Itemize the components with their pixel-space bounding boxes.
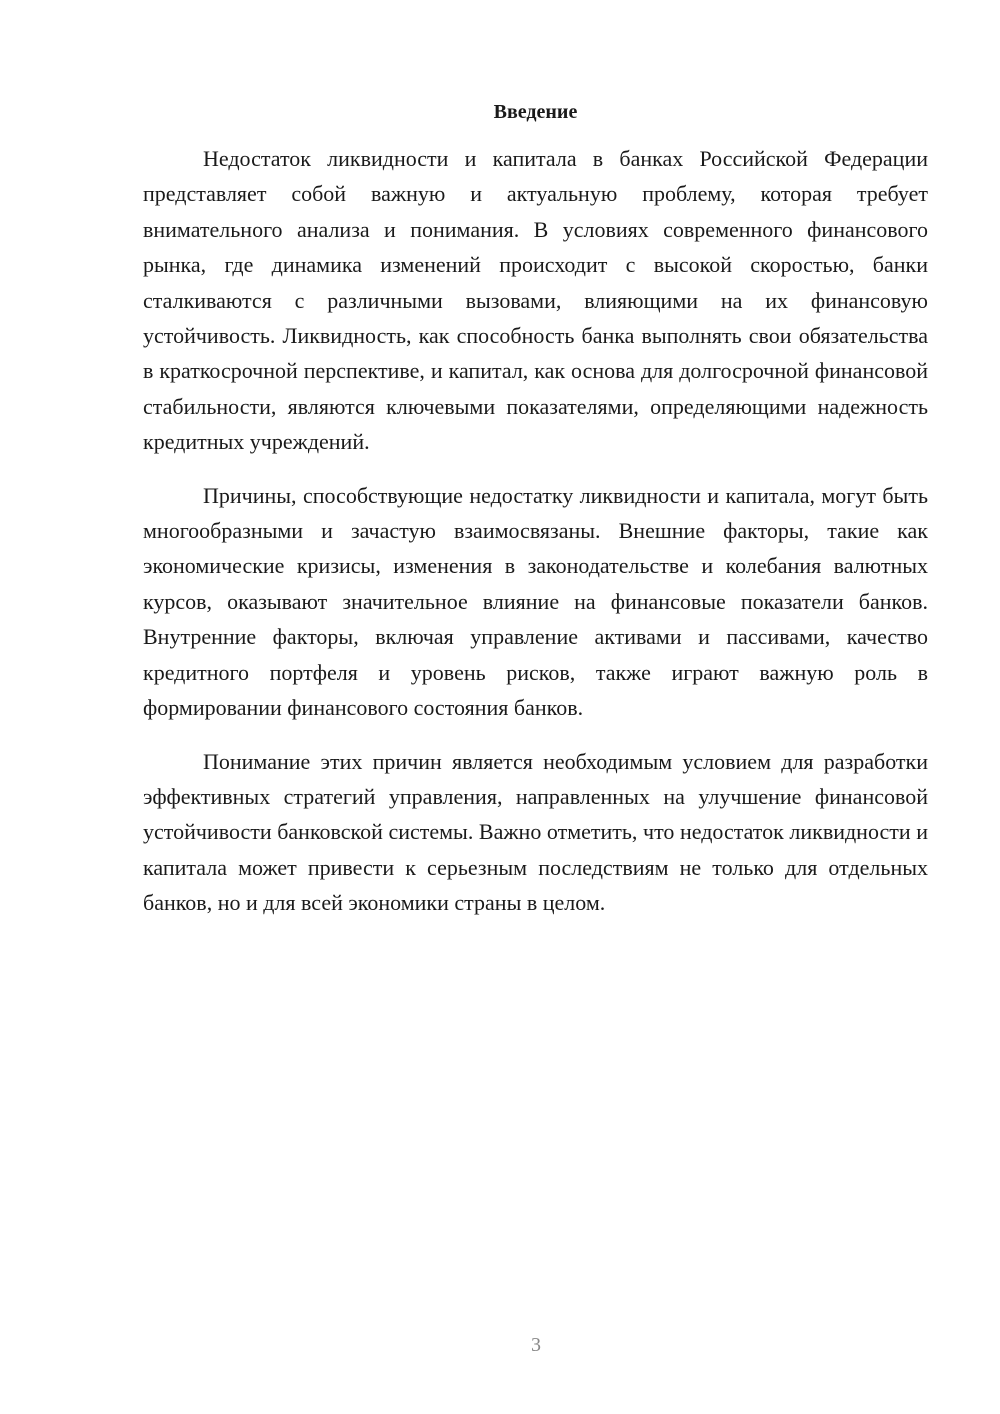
paragraph-2: Причины, способствующие недостатку ликвидности и капитала, могут быть многообразными и зачастую взаимосвязаны. Внешние факторы, такие как экономические кризисы, изменения в законодательстве и колебания валютных курсов, оказывают значительное влияние на финансовые показатели банков. Внутренние факторы, включая управление активами и пассивами, качество кредитного портфеля и уровень рисков, также играют важную роль в формировании финансового состояния банков. — [143, 482, 928, 721]
page-number: 3 — [531, 1334, 541, 1356]
paragraph-1: Недостаток ликвидности и капитала в банках Российской Федерации представляет собой важную и актуальную проблему, которая требует внимательного анализа и понимания. В условиях современного финансового рынка, где динамика изменений происходит с высокой скоростью, банки сталкиваются с различными вызовами, влияющими на их финансовую устойчивость. Ликвидность, как способность банка выполнять свои обязательства в краткосрочной перспективе, и капитал, как основа для долгосрочной финансовой стабильности, являются ключевыми показателями, определяющими надежность кредитных учреждений. — [143, 146, 928, 455]
page-title: Введение — [493, 101, 578, 123]
paragraph-3: Понимание этих причин является необходимым условием для разработки эффективных стратегий управления, направленных на улучшение финансовой устойчивости банковской системы. Важно отметить, что недостаток ликвидности и капитала может привести к серьезным последствиям не только для отдельных банков, но и для всей экономики страны в целом. — [143, 748, 928, 916]
document-body — [143, 141, 928, 939]
